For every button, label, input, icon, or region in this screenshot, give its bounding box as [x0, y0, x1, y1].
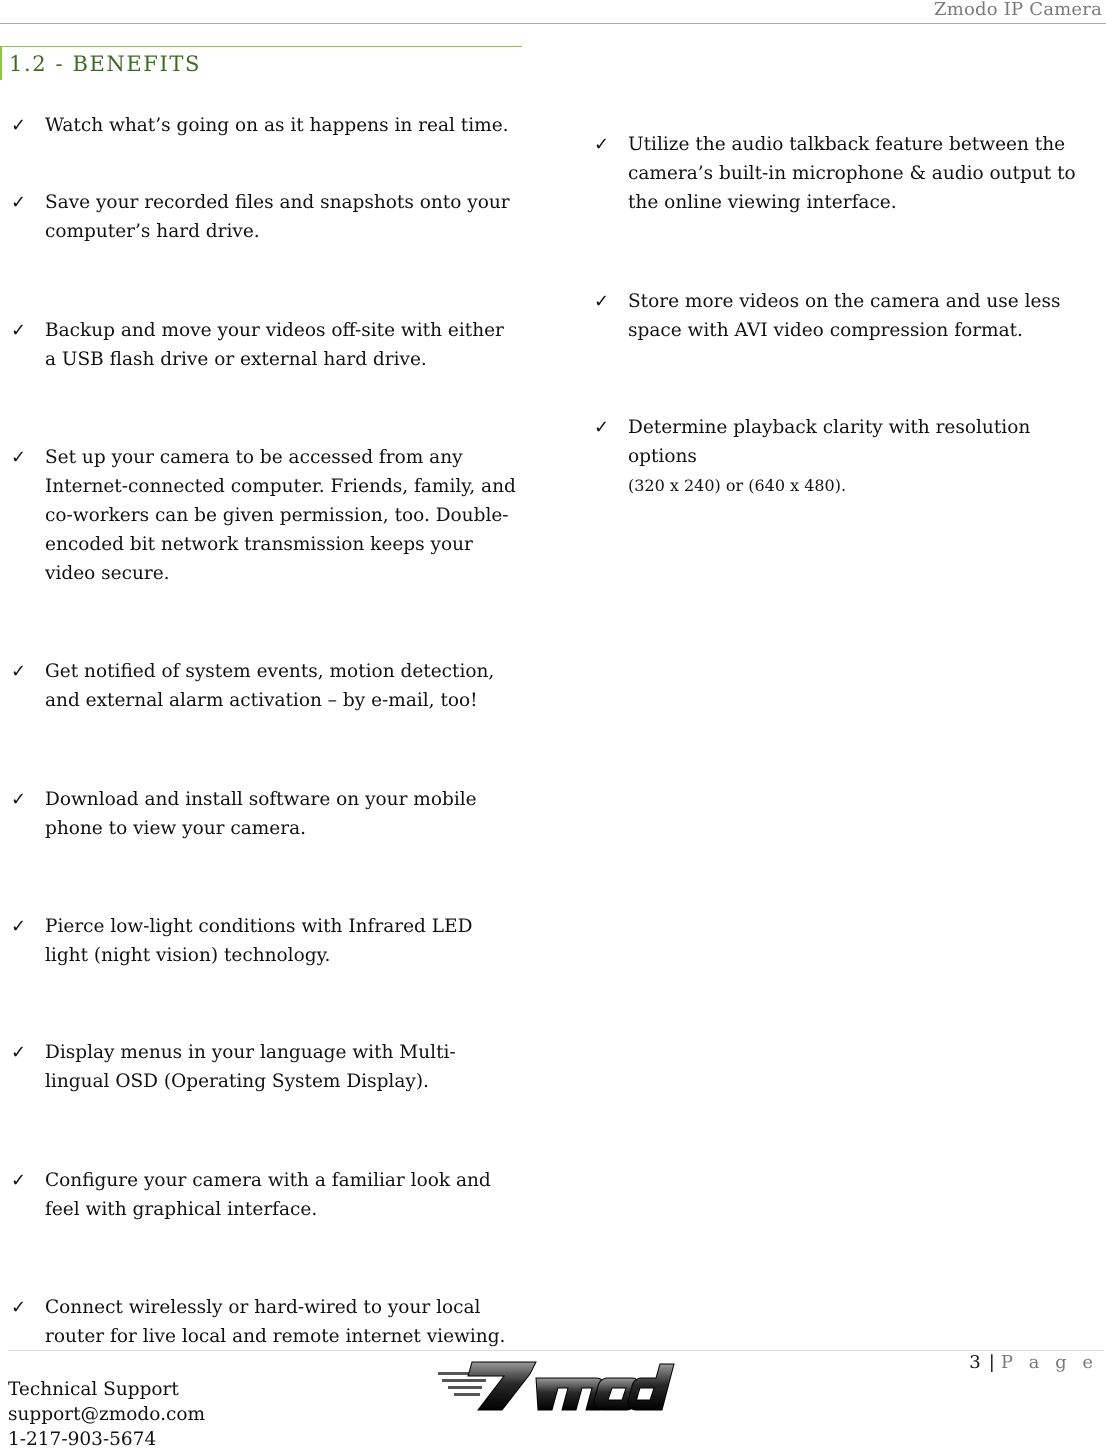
bullet-item: ✓ Watch what’s going on as it happens in real time. — [45, 111, 517, 140]
bullet-item: ✓ Utilize the audio talkback feature between the camera’s built-in microphone & audio output to the online viewing interface. — [628, 130, 1096, 217]
support-info — [8, 1377, 205, 1452]
bullet-item: ✓ Get notified of system events, motion detection, and external alarm activation – by e-mail, too! — [45, 657, 517, 715]
checkmark-icon: ✓ — [11, 320, 27, 341]
bullet-item: ✓ Save your recorded files and snapshots onto your computer’s hard drive. — [45, 188, 517, 246]
page-number: 3 | P a g e — [969, 1352, 1098, 1373]
bullet-item: ✓ Pierce low-light conditions with Infrared LED light (night vision) technology. — [45, 912, 517, 970]
section-heading: 1.2 - BENEFITS — [9, 52, 201, 76]
footer-divider — [8, 1350, 1104, 1351]
header-title: Zmodo IP Camera — [934, 0, 1102, 20]
checkmark-icon: ✓ — [11, 916, 27, 937]
support-phone: 1-217-903-5674 — [8, 1429, 157, 1450]
checkmark-icon: ✓ — [594, 291, 610, 312]
support-email: support@zmodo.com — [8, 1404, 206, 1425]
checkmark-icon: ✓ — [11, 789, 27, 810]
bullet-item: ✓ Store more videos on the camera and use less space with AVI video compression format. — [628, 287, 1096, 345]
bullet-item: ✓ Backup and move your videos off-site with either a USB flash drive or external hard drive. — [45, 316, 517, 374]
checkmark-icon: ✓ — [11, 661, 27, 682]
bullet-item: ✓ Determine playback clarity with resolution options (320 x 240) or (640 x 480). — [628, 413, 1096, 500]
section-heading-box — [0, 46, 522, 80]
checkmark-icon: ✓ — [594, 134, 610, 155]
checkmark-icon: ✓ — [11, 1042, 27, 1063]
zmodo-logo — [438, 1356, 690, 1420]
checkmark-icon: ✓ — [11, 1297, 27, 1318]
checkmark-icon: ✓ — [11, 192, 27, 213]
bullet-item: ✓ Connect wirelessly or hard-wired to your local router for live local and remote internet viewing. — [45, 1293, 517, 1351]
bullet-item: ✓ Display menus in your language with Multi-lingual OSD (Operating System Display). — [45, 1038, 517, 1096]
resolution-values: (320 x 240) or (640 x 480). — [628, 476, 847, 495]
checkmark-icon: ✓ — [594, 417, 610, 438]
bullet-item: ✓ Set up your camera to be accessed from any Internet-connected computer. Friends, family, and co-workers can be given permission, too. Double-encoded bit network transmission keeps your video secure. — [45, 443, 517, 588]
checkmark-icon: ✓ — [11, 115, 27, 136]
header-divider — [0, 23, 1106, 24]
support-title: Technical Support — [8, 1379, 179, 1400]
checkmark-icon: ✓ — [11, 447, 27, 468]
checkmark-icon: ✓ — [11, 1170, 27, 1191]
bullet-item: ✓ Download and install software on your mobile phone to view your camera. — [45, 785, 517, 843]
bullet-item: ✓ Configure your camera with a familiar look and feel with graphical interface. — [45, 1166, 517, 1224]
